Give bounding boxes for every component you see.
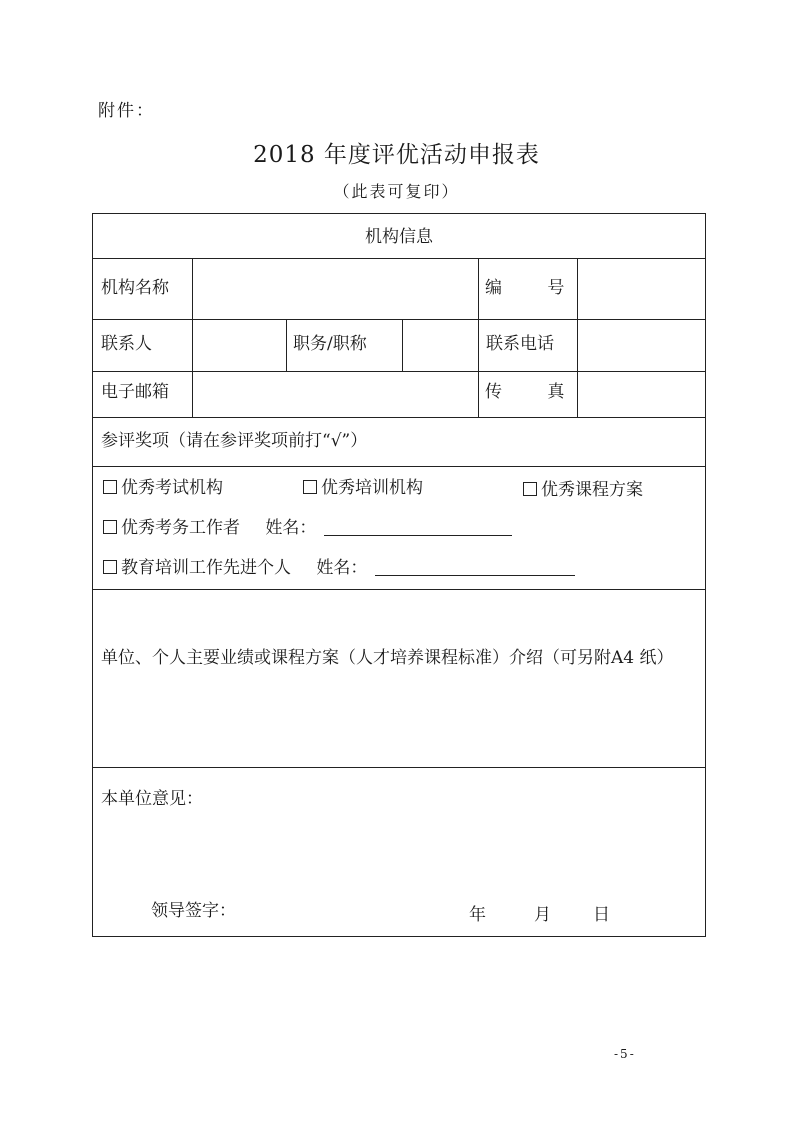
page-title: 2018 年度评优活动申报表 [253, 142, 540, 168]
application-form [92, 213, 706, 937]
award-option-course-plan[interactable] [523, 480, 643, 500]
number-label: 编 号 [485, 278, 585, 298]
award-option-training-org[interactable] [303, 478, 423, 498]
column-divider [286, 319, 287, 371]
row-divider [93, 466, 705, 467]
award-option-label: 优秀考务工作者 [121, 518, 240, 538]
award-option-label: 优秀培训机构 [321, 478, 423, 498]
checkbox-icon[interactable] [103, 560, 117, 574]
name-field[interactable] [324, 519, 512, 536]
award-option-label: 教育培训工作先进个人 [121, 558, 291, 578]
page-number: -5- [614, 1047, 636, 1061]
award-option-exam-worker[interactable] [103, 518, 512, 538]
award-option-advanced-individual[interactable] [103, 558, 575, 578]
award-option-label: 优秀课程方案 [541, 480, 643, 500]
date-month: 月 [534, 905, 551, 925]
section-title: 机构信息 [365, 227, 433, 247]
name-label: 姓名： [265, 518, 317, 538]
name-field[interactable] [375, 559, 575, 576]
name-label: 姓名： [316, 558, 368, 578]
row-divider [93, 417, 705, 418]
row-divider [93, 258, 705, 259]
checkbox-icon[interactable] [303, 480, 317, 494]
row-divider [93, 767, 705, 768]
award-option-label: 优秀考试机构 [121, 478, 223, 498]
checkbox-icon[interactable] [103, 480, 117, 494]
contact-label: 联系人 [101, 334, 152, 354]
award-prompt: 参评奖项（请在参评奖项前打“√”） [101, 431, 368, 451]
org-name-label: 机构名称 [101, 278, 169, 298]
row-divider [93, 589, 705, 590]
attachment-label: 附件： [98, 101, 155, 121]
leader-signature-label: 领导签字： [151, 901, 236, 921]
fax-label: 传 真 [485, 382, 585, 402]
phone-label: 联系电话 [486, 334, 554, 354]
column-divider [402, 319, 403, 371]
achievements-intro: 单位、个人主要业绩或课程方案（人才培养课程标准）介绍（可另附A4 纸） [101, 648, 674, 668]
unit-opinion-label: 本单位意见： [101, 789, 203, 809]
position-label: 职务/职称 [293, 334, 367, 354]
row-divider [93, 319, 705, 320]
page-subtitle: （此表可复印） [333, 182, 460, 201]
row-divider [93, 371, 705, 372]
date-year: 年 [469, 905, 486, 925]
checkbox-icon[interactable] [103, 520, 117, 534]
email-label: 电子邮箱 [101, 382, 169, 402]
date-day: 日 [593, 905, 610, 925]
award-option-exam-org[interactable] [103, 478, 223, 498]
column-divider [478, 258, 479, 417]
checkbox-icon[interactable] [523, 482, 537, 496]
column-divider [192, 258, 193, 417]
